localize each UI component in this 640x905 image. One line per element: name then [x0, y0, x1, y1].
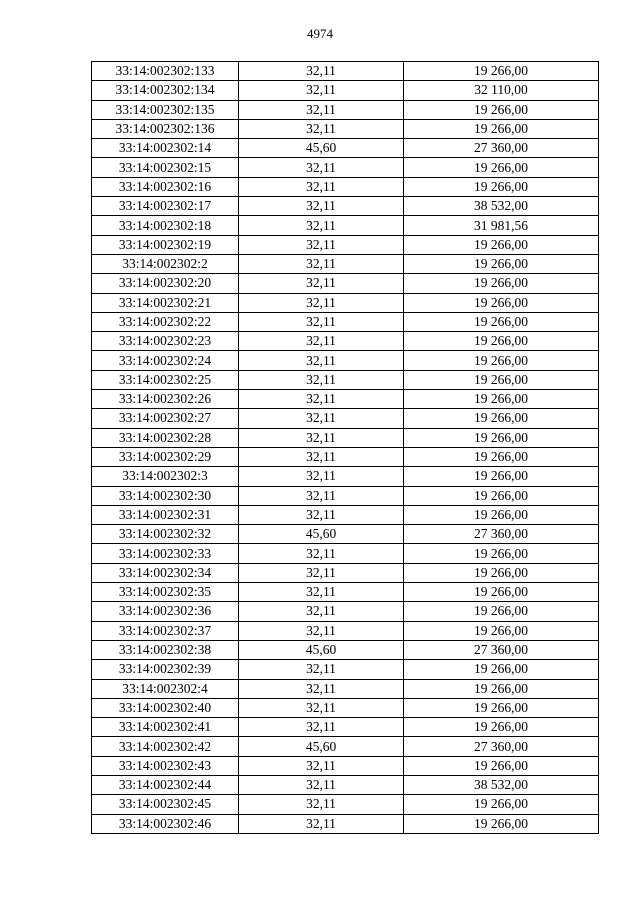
- table-row: [92, 602, 599, 621]
- cadastral-number-cell: 33:14:002302:135: [92, 100, 239, 119]
- table-row: [92, 679, 599, 698]
- amount-cell: 19 266,00: [404, 698, 599, 717]
- amount-cell: 19 266,00: [404, 274, 599, 293]
- cadastral-number-cell: 33:14:002302:21: [92, 293, 239, 312]
- table-row: [92, 814, 599, 833]
- table-row: [92, 235, 599, 254]
- table-row: [92, 795, 599, 814]
- cadastral-number-cell: 33:14:002302:35: [92, 583, 239, 602]
- amount-cell: 27 360,00: [404, 737, 599, 756]
- table-row: [92, 467, 599, 486]
- table-row: [92, 139, 599, 158]
- area-cell: 32,11: [239, 486, 404, 505]
- cadastral-number-cell: 33:14:002302:33: [92, 544, 239, 563]
- table-row: [92, 119, 599, 138]
- cadastral-number-cell: 33:14:002302:23: [92, 332, 239, 351]
- amount-cell: 19 266,00: [404, 62, 599, 81]
- cadastral-number-cell: 33:14:002302:24: [92, 351, 239, 370]
- area-cell: 32,11: [239, 100, 404, 119]
- area-cell: 45,60: [239, 640, 404, 659]
- table-row: [92, 351, 599, 370]
- table-row: [92, 370, 599, 389]
- amount-cell: 19 266,00: [404, 293, 599, 312]
- area-cell: 32,11: [239, 274, 404, 293]
- area-cell: 32,11: [239, 235, 404, 254]
- area-cell: 45,60: [239, 737, 404, 756]
- cadastral-number-cell: 33:14:002302:2: [92, 254, 239, 273]
- amount-cell: 19 266,00: [404, 621, 599, 640]
- area-cell: 32,11: [239, 814, 404, 833]
- table-row: [92, 544, 599, 563]
- amount-cell: 27 360,00: [404, 525, 599, 544]
- area-cell: 32,11: [239, 775, 404, 794]
- table-row: [92, 197, 599, 216]
- amount-cell: 27 360,00: [404, 139, 599, 158]
- area-cell: 32,11: [239, 216, 404, 235]
- cadastral-number-cell: 33:14:002302:39: [92, 660, 239, 679]
- table-row: [92, 583, 599, 602]
- cadastral-number-cell: 33:14:002302:45: [92, 795, 239, 814]
- area-cell: 32,11: [239, 428, 404, 447]
- table-row: [92, 660, 599, 679]
- amount-cell: 19 266,00: [404, 544, 599, 563]
- amount-cell: 19 266,00: [404, 795, 599, 814]
- cadastral-number-cell: 33:14:002302:46: [92, 814, 239, 833]
- cadastral-number-cell: 33:14:002302:38: [92, 640, 239, 659]
- cadastral-number-cell: 33:14:002302:20: [92, 274, 239, 293]
- area-cell: 32,11: [239, 544, 404, 563]
- amount-cell: 19 266,00: [404, 583, 599, 602]
- amount-cell: 19 266,00: [404, 390, 599, 409]
- table-row: [92, 756, 599, 775]
- table-row: [92, 737, 599, 756]
- area-cell: 32,11: [239, 756, 404, 775]
- area-cell: 32,11: [239, 293, 404, 312]
- cadastral-number-cell: 33:14:002302:14: [92, 139, 239, 158]
- cadastral-number-cell: 33:14:002302:37: [92, 621, 239, 640]
- amount-cell: 19 266,00: [404, 505, 599, 524]
- amount-cell: 19 266,00: [404, 467, 599, 486]
- amount-cell: 19 266,00: [404, 486, 599, 505]
- table-row: [92, 312, 599, 331]
- area-cell: 32,11: [239, 158, 404, 177]
- cadastral-number-cell: 33:14:002302:16: [92, 177, 239, 196]
- cadastral-number-cell: 33:14:002302:26: [92, 390, 239, 409]
- cadastral-number-cell: 33:14:002302:27: [92, 409, 239, 428]
- amount-cell: 19 266,00: [404, 409, 599, 428]
- amount-cell: 19 266,00: [404, 660, 599, 679]
- area-cell: 32,11: [239, 698, 404, 717]
- amount-cell: 19 266,00: [404, 563, 599, 582]
- area-cell: 32,11: [239, 409, 404, 428]
- table-body: [92, 62, 599, 834]
- area-cell: 32,11: [239, 505, 404, 524]
- cadastral-number-cell: 33:14:002302:29: [92, 447, 239, 466]
- cadastral-number-cell: 33:14:002302:31: [92, 505, 239, 524]
- table-row: [92, 332, 599, 351]
- area-cell: 45,60: [239, 139, 404, 158]
- data-table: [91, 61, 599, 834]
- area-cell: 32,11: [239, 197, 404, 216]
- area-cell: 32,11: [239, 718, 404, 737]
- table-row: [92, 274, 599, 293]
- cadastral-number-cell: 33:14:002302:133: [92, 62, 239, 81]
- area-cell: 32,11: [239, 254, 404, 273]
- cadastral-number-cell: 33:14:002302:17: [92, 197, 239, 216]
- area-cell: 32,11: [239, 795, 404, 814]
- cadastral-number-cell: 33:14:002302:3: [92, 467, 239, 486]
- area-cell: 32,11: [239, 621, 404, 640]
- table-row: [92, 447, 599, 466]
- amount-cell: 19 266,00: [404, 447, 599, 466]
- amount-cell: 19 266,00: [404, 235, 599, 254]
- cadastral-number-cell: 33:14:002302:134: [92, 81, 239, 100]
- amount-cell: 19 266,00: [404, 158, 599, 177]
- cadastral-number-cell: 33:14:002302:30: [92, 486, 239, 505]
- area-cell: 32,11: [239, 583, 404, 602]
- table-row: [92, 486, 599, 505]
- amount-cell: 38 532,00: [404, 775, 599, 794]
- amount-cell: 19 266,00: [404, 679, 599, 698]
- amount-cell: 19 266,00: [404, 177, 599, 196]
- amount-cell: 19 266,00: [404, 351, 599, 370]
- table-row: [92, 718, 599, 737]
- cadastral-number-cell: 33:14:002302:36: [92, 602, 239, 621]
- area-cell: 32,11: [239, 602, 404, 621]
- cadastral-number-cell: 33:14:002302:40: [92, 698, 239, 717]
- table-row: [92, 81, 599, 100]
- cadastral-number-cell: 33:14:002302:41: [92, 718, 239, 737]
- cadastral-number-cell: 33:14:002302:136: [92, 119, 239, 138]
- table-row: [92, 177, 599, 196]
- table-row: [92, 293, 599, 312]
- cadastral-number-cell: 33:14:002302:15: [92, 158, 239, 177]
- area-cell: 32,11: [239, 370, 404, 389]
- area-cell: 32,11: [239, 467, 404, 486]
- amount-cell: 38 532,00: [404, 197, 599, 216]
- amount-cell: 19 266,00: [404, 100, 599, 119]
- table-row: [92, 62, 599, 81]
- table-row: [92, 698, 599, 717]
- table-row: [92, 428, 599, 447]
- area-cell: 32,11: [239, 390, 404, 409]
- area-cell: 32,11: [239, 312, 404, 331]
- cadastral-number-cell: 33:14:002302:32: [92, 525, 239, 544]
- cadastral-number-cell: 33:14:002302:28: [92, 428, 239, 447]
- table-row: [92, 621, 599, 640]
- area-cell: 32,11: [239, 62, 404, 81]
- table-row: [92, 100, 599, 119]
- area-cell: 32,11: [239, 679, 404, 698]
- amount-cell: 19 266,00: [404, 254, 599, 273]
- table-row: [92, 158, 599, 177]
- area-cell: 32,11: [239, 332, 404, 351]
- table-row: [92, 254, 599, 273]
- cadastral-number-cell: 33:14:002302:18: [92, 216, 239, 235]
- amount-cell: 19 266,00: [404, 312, 599, 331]
- area-cell: 32,11: [239, 81, 404, 100]
- table-row: [92, 216, 599, 235]
- area-cell: 45,60: [239, 525, 404, 544]
- amount-cell: 27 360,00: [404, 640, 599, 659]
- cadastral-number-cell: 33:14:002302:43: [92, 756, 239, 775]
- area-cell: 32,11: [239, 563, 404, 582]
- amount-cell: 19 266,00: [404, 428, 599, 447]
- table-row: [92, 409, 599, 428]
- area-cell: 32,11: [239, 660, 404, 679]
- amount-cell: 19 266,00: [404, 332, 599, 351]
- table-row: [92, 390, 599, 409]
- cadastral-number-cell: 33:14:002302:22: [92, 312, 239, 331]
- cadastral-number-cell: 33:14:002302:44: [92, 775, 239, 794]
- area-cell: 32,11: [239, 447, 404, 466]
- area-cell: 32,11: [239, 177, 404, 196]
- amount-cell: 31 981,56: [404, 216, 599, 235]
- table-row: [92, 505, 599, 524]
- table-row: [92, 563, 599, 582]
- area-cell: 32,11: [239, 351, 404, 370]
- cadastral-number-cell: 33:14:002302:4: [92, 679, 239, 698]
- amount-cell: 19 266,00: [404, 756, 599, 775]
- amount-cell: 19 266,00: [404, 814, 599, 833]
- area-cell: 32,11: [239, 119, 404, 138]
- table-row: [92, 640, 599, 659]
- cadastral-number-cell: 33:14:002302:19: [92, 235, 239, 254]
- page-number: 4974: [307, 26, 333, 41]
- table-row: [92, 775, 599, 794]
- cadastral-number-cell: 33:14:002302:25: [92, 370, 239, 389]
- amount-cell: 19 266,00: [404, 370, 599, 389]
- amount-cell: 32 110,00: [404, 81, 599, 100]
- amount-cell: 19 266,00: [404, 718, 599, 737]
- amount-cell: 19 266,00: [404, 602, 599, 621]
- amount-cell: 19 266,00: [404, 119, 599, 138]
- cadastral-number-cell: 33:14:002302:34: [92, 563, 239, 582]
- cadastral-number-cell: 33:14:002302:42: [92, 737, 239, 756]
- table-row: [92, 525, 599, 544]
